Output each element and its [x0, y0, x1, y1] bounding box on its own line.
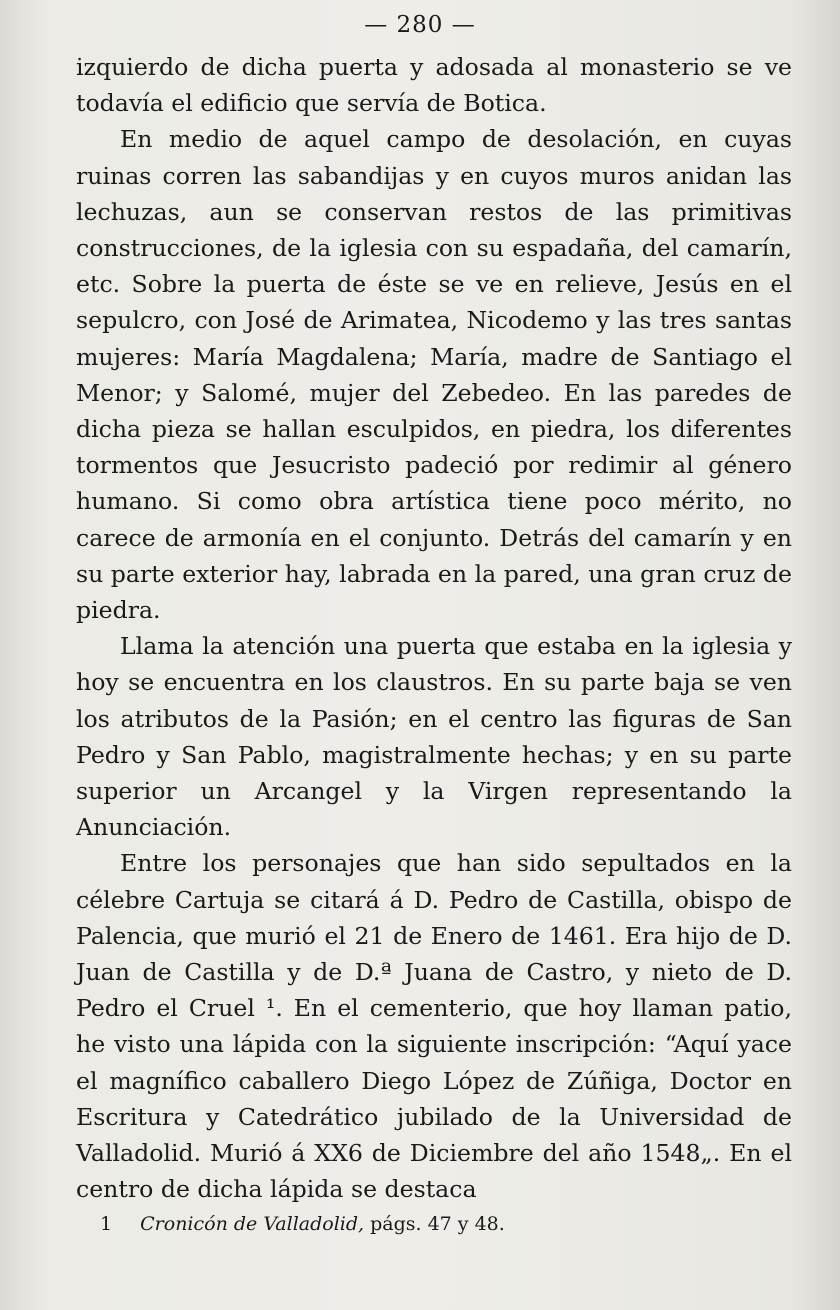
paragraph-door: Llama la atención una puerta que estaba en la iglesia y hoy se encuentra en los claustros. En su parte baja se ven los atributos de la Pasión; en el centro las figuras de San Pedro y San Pablo, magistralmente hechas; y en su parte superior un Arcangel y la Virgen representando la Anunciación.: [76, 632, 792, 842]
paragraph-burials: Entre los personajes que han sido sepultados en la célebre Cartuja se citará á D. Pedro de Castilla, obispo de Palencia, que murió el 21 de Enero de 1461. Era hijo de D. Juan de Castilla y de D.ª Juana de Castro, y nieto de D. Pedro el Cruel ¹. En el cementerio, que hoy llaman patio, he visto una lápida con la siguiente inscripción: “Aquí yace el magnífico caballero Diego López de Zúñiga, Doctor en Escritura y Catedrático jubilado de la Universidad de Valladolid. Murió á XX6 de Diciembre del año 1548„. En el centro de dicha lápida se destaca: [76, 849, 792, 1204]
paragraph-continuation: izquierdo de dicha puerta y adosada al monasterio se ve todavía el edificio que servía de Botica.: [76, 53, 792, 118]
footnote-pages: págs. 47 y 48.: [370, 1213, 505, 1235]
page-number: — 280 —: [364, 12, 476, 38]
footnote-work-title: Cronicón de Valladolid,: [140, 1213, 365, 1235]
footnote-number: 1: [100, 1213, 113, 1235]
body-text: [76, 49, 792, 1208]
paragraph-ruins: En medio de aquel campo de desolación, en cuyas ruinas corren las sabandijas y en cuyos muros anidan las lechuzas, aun se conservan restos de las primitivas construcciones, de la iglesia con su espadaña, del camarín, etc. Sobre la puerta de éste se ve en relieve, Jesús en el sepulcro, con José de Arimatea, Nicodemo y las tres santas mujeres: María Magdalena; María, madre de Santiago el Menor; y Salomé, mujer del Zebedeo. En las paredes de dicha pieza se hallan esculpidos, en piedra, los diferentes tormentos que Jesucristo padeció por redimir al género humano. Si como obra artística tiene poco mérito, no carece de armonía en el conjunto. Detrás del camarín y en su parte exterior hay, labrada en la pared, una gran cruz de piedra.: [76, 125, 792, 625]
footnote: [100, 1213, 760, 1235]
